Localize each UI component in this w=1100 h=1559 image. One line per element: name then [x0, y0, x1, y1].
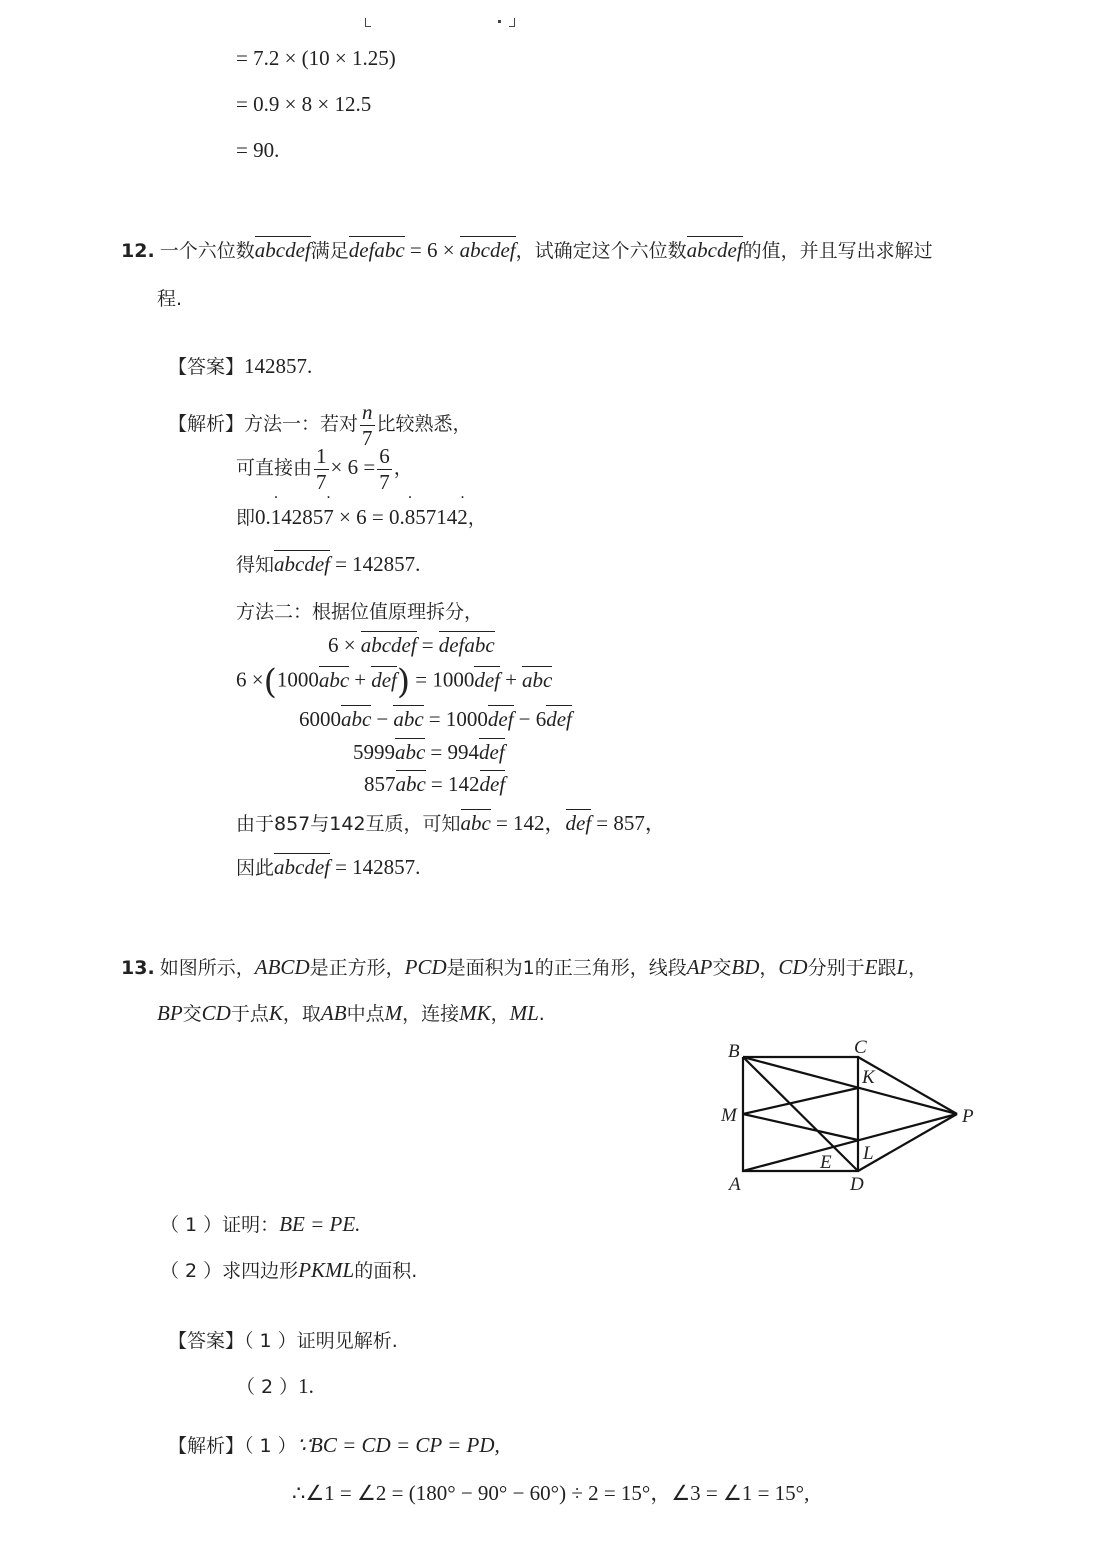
q12-analysis-line1: 【解析】方法一：若对 $\frac{n}{7}$ 比较熟悉， — [168, 400, 472, 450]
fraction-6-over-7: $\frac{6}{7}$ — [379, 444, 390, 494]
fraction-1-over-7: $\frac{1}{7}$ — [316, 444, 327, 494]
label-C: C — [854, 1037, 867, 1058]
q13-sub1: （ 1 ）证明：BE = PE. — [160, 1212, 361, 1236]
analysis-tag: 【解析】 — [168, 1435, 245, 1457]
q13-answer: 【答案】（ 1 ）证明见解析. — [168, 1330, 398, 1352]
answer-tag: 【答案】 — [168, 356, 245, 378]
calc-line-3: = 90. — [236, 138, 280, 162]
q13-number: 13. — [121, 957, 155, 979]
segment-ml — [743, 1114, 858, 1140]
q12-coprime-line: 由于857与142互质，可知abc = 142，def = 857， — [236, 811, 666, 835]
segment-mk — [743, 1088, 858, 1114]
eq-row-1: 6 × abcdef = defabc — [328, 633, 495, 657]
answer-value: 142857. — [244, 354, 313, 378]
q13-statement-cont: BP交CD于点K，取AB中点M，连接MK，ML. — [157, 1001, 545, 1025]
q12-answer — [168, 352, 312, 379]
q12-conclusion-line: 因此abcdef = 142857. — [236, 855, 421, 879]
label-K: K — [862, 1067, 875, 1088]
q12-analysis-line3: 即0.1 ˙42857 ˙ × 6 = 0.8 ˙57142 ˙， — [236, 503, 487, 530]
q12-analysis-line2: 可直接由 $\frac{1}{7}$ × 6 = $\frac{6}{7}$ ， — [236, 444, 413, 494]
label-L: L — [863, 1143, 874, 1164]
q12-statement: 12. 一个六位数abcdef满足defabc = 6 × abcdef，试确定这个六位数abcdef的值，并且写出求解过 — [121, 238, 933, 262]
eq-row-3: 6000abc − abc = 1000def − 6def — [299, 707, 572, 731]
figure-lines — [743, 1057, 957, 1171]
calc-line-2: = 0.9 × 8 × 12.5 — [236, 92, 372, 116]
overline-abcdef: abcdef — [459, 238, 516, 262]
q13-analysis-1: 【解析】（ 1 ）∵BC = CD = CP = PD, — [168, 1433, 500, 1457]
q13-answer-2: （ 2 ）1. — [236, 1374, 314, 1398]
q13-sub2: （ 2 ）求四边形PKML的面积. — [160, 1258, 418, 1282]
label-B: B — [728, 1041, 740, 1062]
fraction-n-over-7: $\frac{n}{7}$ — [362, 400, 373, 450]
overline-abcdef: abcdef — [254, 238, 311, 262]
eq-row-5: 857abc = 142def — [364, 772, 506, 796]
label-A: A — [729, 1174, 741, 1195]
calc-line-1: = 7.2 × (10 × 1.25) — [236, 46, 396, 70]
eq-row-4: 5999abc = 994def — [353, 740, 505, 764]
q12-method2-heading: 方法二：根据位值原理拆分， — [236, 601, 484, 623]
overline-defabc: defabc — [348, 238, 405, 262]
segment-bp — [743, 1057, 957, 1114]
eq-row-2: 6 ×(1000abc + def) = 1000def + abc — [236, 662, 553, 702]
label-E: E — [820, 1152, 832, 1173]
q12-statement-cont: 程. — [157, 288, 183, 310]
analysis-tag: 【解析】 — [168, 413, 245, 435]
label-M: M — [721, 1105, 737, 1126]
answer-tag: 【答案】 — [168, 1330, 245, 1352]
q12-number: 12. — [121, 240, 155, 262]
label-P: P — [962, 1106, 974, 1127]
q12-analysis-line4: 得知abcdef = 142857. — [236, 552, 421, 576]
label-D: D — [850, 1174, 864, 1195]
repeating-decimal-1: 0.1 ˙42857 ˙ × 6 = 0.8 ˙57142 ˙ — [255, 505, 468, 529]
q13-statement: 13. 如图所示，ABCD是正方形，PCD是面积为1的正三角形，线段AP交BD，CD分别于E跟L， — [121, 955, 928, 979]
geometry-figure — [715, 1033, 985, 1198]
q13-analysis-2: ∴∠1 = ∠2 = (180° − 90° − 60°) ÷ 2 = 15°，∠3 = ∠1 = 15°, — [292, 1481, 810, 1505]
overline-abcdef: abcdef — [686, 238, 743, 262]
segment-bd — [743, 1057, 858, 1171]
clipped-bracket-fragment — [365, 14, 517, 30]
